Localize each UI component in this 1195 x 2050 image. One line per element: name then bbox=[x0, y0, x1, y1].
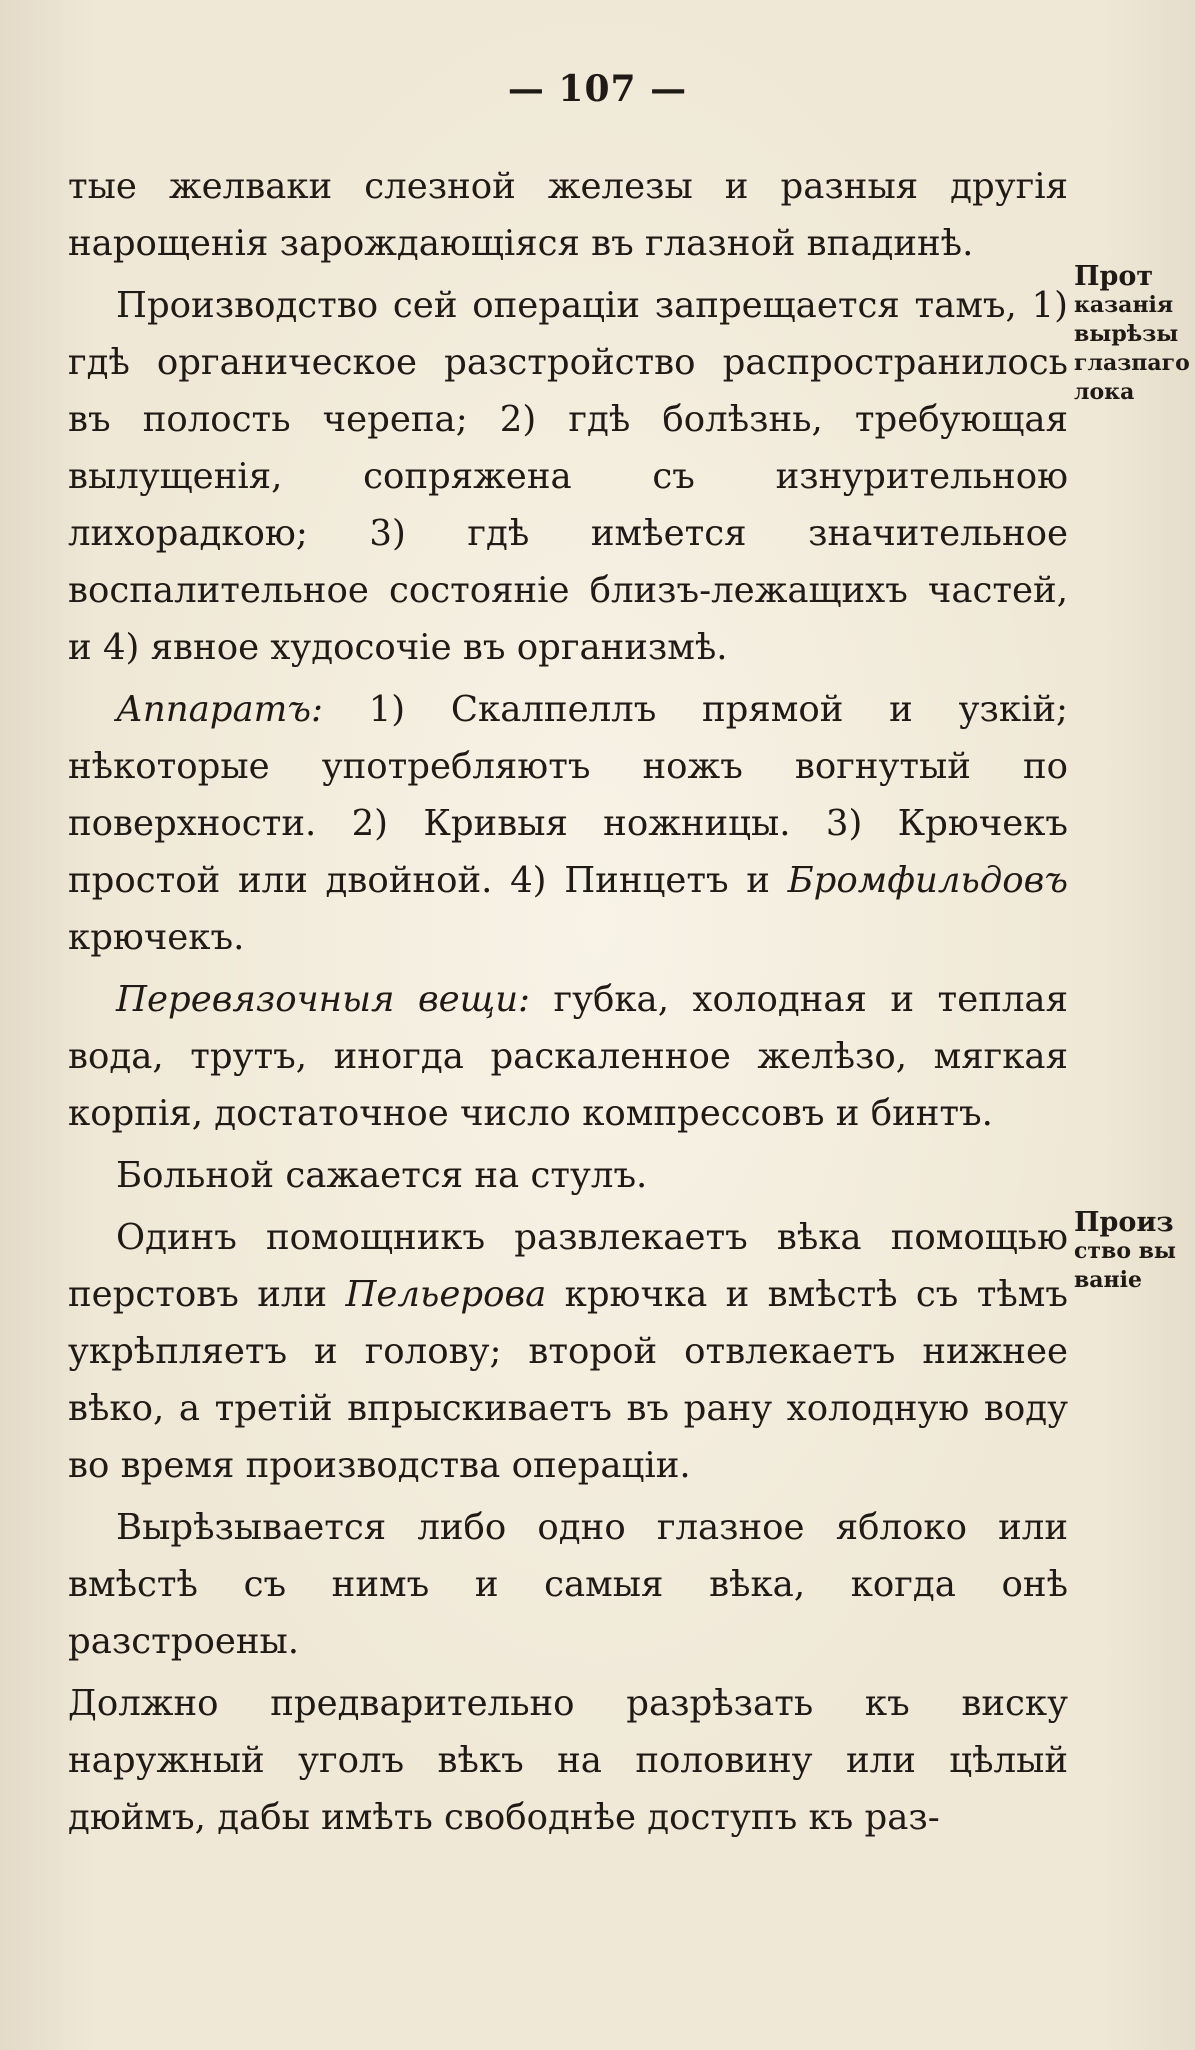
assistants-text-end: крючка и вмѣстѣ съ тѣмъ укрѣпляетъ и голову; второй отвлекаетъ нижнее вѣко, а третій впрыскиваетъ въ рану холодную воду во время производства операціи. bbox=[68, 1274, 1068, 1486]
paragraph-apparatus bbox=[68, 681, 1068, 966]
margin-note-1-line-3: вырѣзы bbox=[1074, 321, 1179, 347]
paragraph-assistants bbox=[68, 1209, 1068, 1494]
margin-note-procedure bbox=[1074, 1208, 1195, 1295]
margin-note-2-line-3: ваніе bbox=[1074, 1267, 1142, 1293]
assistants-text: Одинъ помощникъ развлекаетъ вѣка помощью перстовъ или bbox=[68, 1217, 1068, 1315]
dressings-label: Перевязочныя вещи: bbox=[116, 979, 531, 1020]
margin-note-1-line-2: казанія bbox=[1074, 292, 1174, 318]
paragraph-incision: Должно предварительно разрѣзать къ виску наружный уголъ вѣкъ на половину или цѣлый дюймъ, дабы имѣть свободнѣе доступъ къ раз- bbox=[68, 1683, 1068, 1838]
margin-note-1-line-1: Прот bbox=[1074, 262, 1154, 292]
page-number: — 107 — bbox=[507, 68, 688, 110]
apparatus-text: 1) Скалпеллъ прямой и узкій; нѣкоторые употребляютъ ножъ вогнутый по поверхности. 2) Кривыя ножницы. 3) Крючекъ простой или двойной. 4) Пинцетъ и bbox=[68, 689, 1068, 901]
pellier-name: Пельерова bbox=[345, 1274, 547, 1315]
margin-note-2-line-1: Произ bbox=[1074, 1208, 1174, 1238]
paragraph-1: тые желваки слезной железы и разныя другія нарощенія зарождающіяся въ глазной впадинѣ. bbox=[68, 166, 1068, 264]
apparatus-text-end: крючекъ. bbox=[68, 917, 245, 958]
paragraph-dressings bbox=[68, 971, 1068, 1142]
apparatus-label: Аппаратъ: bbox=[116, 689, 323, 730]
margin-note-contraindications bbox=[1074, 262, 1195, 407]
dressings-text: губка, холодная и теплая вода, трутъ, иногда раскаленное желѣзо, мягкая корпія, достаточное число компрессовъ и бинтъ. bbox=[68, 979, 1068, 1134]
paragraph-excision: Вырѣзывается либо одно глазное яблоко или вмѣстѣ съ нимъ и самыя вѣка, когда онѣ разстроены. bbox=[68, 1507, 1068, 1662]
margin-note-2-line-2: ство вы bbox=[1074, 1238, 1176, 1264]
body-text bbox=[68, 158, 1068, 1851]
margin-note-1-line-4: глазпаго bbox=[1074, 350, 1190, 376]
paragraph-patient: Больной сажается на стулъ. bbox=[116, 1155, 648, 1196]
margin-note-1-line-5: лока bbox=[1074, 379, 1135, 405]
paragraph-2: Производство сей операціи запрещается тамъ, 1) гдѣ органическое разстройство распространилось въ полость черепа; 2) гдѣ болѣзнь, требующая вылущенія, сопряжена съ изнурительною лихорадкою; 3) гдѣ имѣется значительное воспалительное состояніе близъ-лежащихъ частей, и 4) явное худосочіе въ организмѣ. bbox=[68, 285, 1068, 668]
bromfield-name: Бромфильдовъ bbox=[787, 860, 1068, 901]
